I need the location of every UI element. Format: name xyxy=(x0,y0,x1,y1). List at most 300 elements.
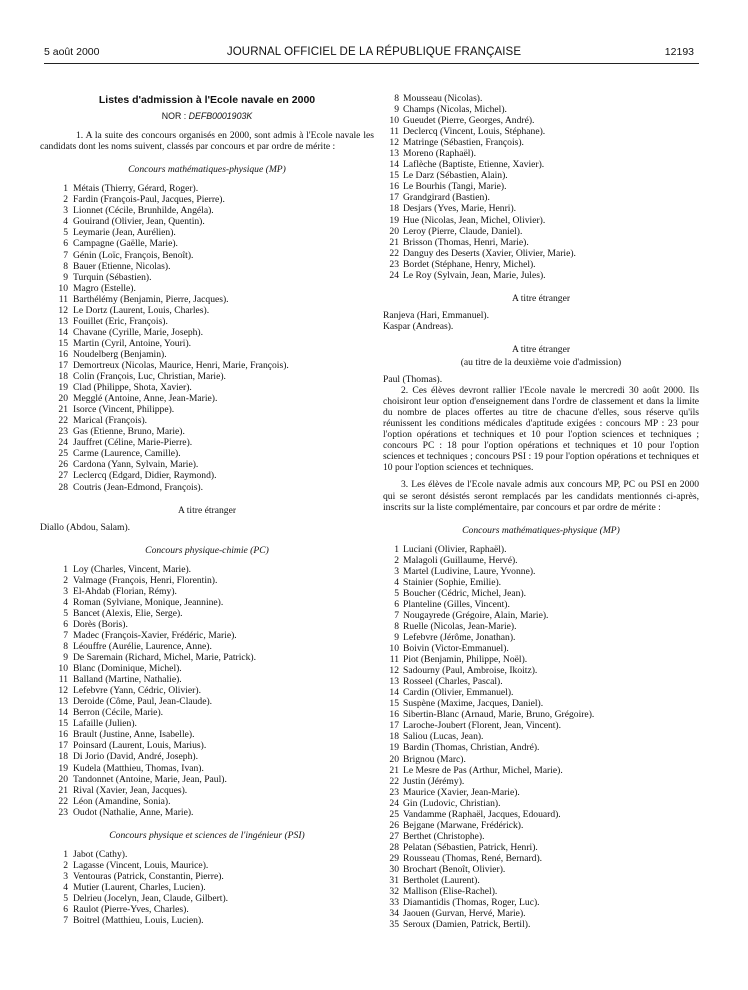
candidate-name: Desjars (Yves, Marie, Henri). xyxy=(403,203,517,215)
candidate-name: Poinsard (Laurent, Louis, Marius). xyxy=(73,740,207,752)
rank-number: 3 xyxy=(63,205,68,217)
rank-number: 11 xyxy=(58,293,68,305)
rank-number: 32 xyxy=(389,886,399,898)
list-item xyxy=(63,848,374,860)
candidate-name: Champs (Nicolas, Michel). xyxy=(403,104,507,116)
candidate-name: Blanc (Dominique, Michel). xyxy=(73,663,182,675)
rank-number: 3 xyxy=(63,585,68,597)
list-item xyxy=(383,787,699,798)
rank-number: 9 xyxy=(394,104,399,116)
rank-number: 21 xyxy=(389,236,399,248)
list-item xyxy=(58,685,374,697)
rank-number: 4 xyxy=(63,881,68,893)
candidate-name: Brochart (Benoît, Olivier). xyxy=(403,864,506,875)
list-item xyxy=(58,282,374,294)
rank-number: 3 xyxy=(394,565,399,577)
candidate-name: Martel (Ludivine, Laure, Yvonne). xyxy=(403,565,536,577)
list-item xyxy=(383,226,699,237)
list-item xyxy=(383,203,699,214)
candidate-name: Hue (Nicolas, Jean, Michel, Olivier). xyxy=(403,214,546,226)
list-item xyxy=(63,859,374,871)
rank-number: 11 xyxy=(389,126,399,138)
list-item xyxy=(63,596,374,608)
rank-number: 10 xyxy=(389,115,399,127)
rank-number: 12 xyxy=(58,304,68,316)
list-item xyxy=(58,326,374,338)
list-item xyxy=(63,227,374,239)
second-foreign-subtitle: (au titre de la deuxième voie d'admission) xyxy=(460,356,622,368)
foreign-candidate: Ranjeva (Hari, Emmanuel). xyxy=(383,309,490,321)
second-foreign-title: A titre étranger xyxy=(511,343,571,355)
rank-number: 1 xyxy=(63,183,68,195)
candidate-name: Bejgane (Marwane, Frédérick). xyxy=(403,819,524,831)
psi-foreign-title: A titre étranger xyxy=(511,292,571,304)
rank-number: 26 xyxy=(58,459,68,471)
list-item xyxy=(63,915,374,927)
list-item xyxy=(383,215,699,226)
list-item xyxy=(383,676,699,687)
rank-number: 5 xyxy=(394,587,399,599)
rank-number: 20 xyxy=(389,225,399,237)
rank-number: 34 xyxy=(389,908,399,920)
candidate-name: Sibertin-Blanc (Arnaud, Marie, Bruno, Grégoire). xyxy=(403,709,595,721)
list-item xyxy=(63,194,374,206)
rank-number: 21 xyxy=(58,404,68,416)
candidate-name: Laroche-Joubert (Florent, Jean, Vincent). xyxy=(403,720,562,732)
list-item xyxy=(63,652,374,664)
list-item xyxy=(383,544,699,555)
list-item xyxy=(58,718,374,730)
list-item xyxy=(63,629,374,641)
candidate-name: Lagasse (Vincent, Louis, Maurice). xyxy=(73,859,209,871)
candidate-name: Stainier (Sophie, Emilie). xyxy=(403,576,502,588)
rank-number: 22 xyxy=(58,795,68,807)
candidate-name: Barthélémy (Benjamin, Pierre, Jacques). xyxy=(73,293,229,305)
rank-number: 35 xyxy=(389,919,399,931)
list-item xyxy=(383,709,699,720)
candidate-name: Valmage (François, Henri, Florentin). xyxy=(73,574,218,586)
list-item xyxy=(383,654,699,665)
rank-number: 9 xyxy=(63,271,68,283)
rank-number: 5 xyxy=(63,607,68,619)
rank-number: 13 xyxy=(58,315,68,327)
candidate-name: Mutier (Laurent, Charles, Lucien). xyxy=(73,881,206,893)
rank-number: 27 xyxy=(389,830,399,842)
list-item xyxy=(58,304,374,316)
nor-code: DEFB0001903K xyxy=(188,111,253,122)
rank-number: 16 xyxy=(389,181,399,193)
journal-title: JOURNAL OFFICIEL DE LA RÉPUBLIQUE FRANÇAISE xyxy=(226,46,522,58)
candidate-name: Ruelle (Nicolas, Jean-Marie). xyxy=(403,620,517,632)
list-item xyxy=(63,870,374,882)
candidate-name: Suspène (Maxime, Jacques, Daniel). xyxy=(403,698,544,710)
candidate-name: Vandamme (Raphaël, Jacques, Edouard). xyxy=(403,808,561,820)
candidate-name: Bancet (Alexis, Elie, Serge). xyxy=(73,607,183,619)
foreign-candidate: Kaspar (Andreas). xyxy=(383,320,454,332)
list-item xyxy=(63,216,374,228)
candidate-name: Boucher (Cédric, Michel, Jean). xyxy=(403,587,527,599)
list-item xyxy=(383,754,699,765)
rank-number: 6 xyxy=(63,238,68,250)
candidate-name: Roman (Sylviane, Monique, Jeannine). xyxy=(73,596,224,608)
mp-foreign-list xyxy=(40,521,374,533)
rank-number: 1 xyxy=(394,543,399,555)
rank-number: 23 xyxy=(58,806,68,818)
list-item xyxy=(383,115,699,126)
rank-number: 12 xyxy=(389,665,399,677)
list-item xyxy=(383,555,699,566)
candidate-name: Le Roy (Sylvain, Jean, Marie, Jules). xyxy=(403,269,546,281)
candidate-name: Kudela (Matthieu, Thomas, Ivan). xyxy=(73,762,204,774)
rank-number: 16 xyxy=(58,348,68,360)
list-item xyxy=(58,404,374,416)
list-item xyxy=(58,762,374,774)
pc-section-title: Concours physique-chimie (PC) xyxy=(145,544,269,556)
candidate-name: Chavane (Cyrille, Marie, Joseph). xyxy=(73,326,204,338)
candidate-name: Berthet (Christophe). xyxy=(403,830,485,842)
header-rule xyxy=(44,63,699,64)
rank-number: 20 xyxy=(389,753,399,765)
candidate-name: Leroy (Pierre, Claude, Daniel). xyxy=(403,225,523,237)
list-item xyxy=(63,563,374,575)
candidate-name: Ventouras (Patrick, Constantin, Pierre). xyxy=(73,870,224,882)
candidate-name: Dorès (Boris). xyxy=(73,618,128,630)
rank-number: 17 xyxy=(58,359,68,371)
rank-number: 7 xyxy=(63,629,68,641)
list-item xyxy=(58,371,374,383)
rank-number: 8 xyxy=(63,260,68,272)
mp-complementary-title: Concours mathématiques-physique (MP) xyxy=(462,524,620,536)
candidate-name: Di Jorio (David, André, Joseph). xyxy=(73,751,198,763)
list-item xyxy=(58,459,374,471)
candidate-name: Lefebvre (Jérôme, Jonathan). xyxy=(403,632,516,644)
candidate-name: Rosseel (Charles, Pascal). xyxy=(403,676,503,688)
list-item xyxy=(383,566,699,577)
candidate-name: Nougayrede (Grégoire, Alain, Marie). xyxy=(403,609,549,621)
mp-foreign-title: A titre étranger xyxy=(177,504,237,516)
rank-number: 27 xyxy=(58,470,68,482)
rank-number: 24 xyxy=(389,269,399,281)
header-date: 5 août 2000 xyxy=(44,46,100,58)
nor-reference xyxy=(40,111,374,122)
rank-number: 1 xyxy=(63,563,68,575)
rank-number: 11 xyxy=(58,674,68,686)
candidate-name: Demortreux (Nicolas, Maurice, Henri, Marie, François). xyxy=(73,359,289,371)
list-item xyxy=(383,908,699,919)
candidate-name: El-Ahdab (Florian, Rémy). xyxy=(73,585,177,597)
rank-number: 10 xyxy=(58,282,68,294)
list-item xyxy=(383,897,699,908)
list-item xyxy=(383,731,699,742)
list-item xyxy=(383,159,699,170)
list-item xyxy=(383,93,699,104)
list-item xyxy=(58,426,374,438)
candidate-name: Saliou (Lucas, Jean). xyxy=(403,731,484,743)
rank-number: 25 xyxy=(389,808,399,820)
list-item xyxy=(383,104,699,115)
list-item xyxy=(58,415,374,427)
list-item xyxy=(63,183,374,195)
candidate-name: Bauer (Etienne, Nicolas). xyxy=(73,260,171,272)
candidate-name: Balland (Martine, Nathalie). xyxy=(73,674,182,686)
candidate-name: Cardona (Yann, Sylvain, Marie). xyxy=(73,459,199,471)
list-item xyxy=(58,481,374,493)
candidate-name: Berron (Cécile, Marie). xyxy=(73,707,164,719)
candidate-name: Cardin (Olivier, Emmanuel). xyxy=(403,687,514,699)
list-item xyxy=(383,610,699,621)
rank-number: 8 xyxy=(394,93,399,104)
psi-list-left xyxy=(63,848,374,927)
rank-number: 12 xyxy=(58,685,68,697)
rank-number: 12 xyxy=(389,137,399,149)
mp-complementary-list xyxy=(383,544,699,931)
rank-number: 14 xyxy=(58,326,68,338)
candidate-name: Lafaille (Julien). xyxy=(73,718,137,730)
candidate-name: Pelatan (Sébastien, Patrick, Henri). xyxy=(403,841,538,853)
rank-number: 15 xyxy=(58,718,68,730)
list-item xyxy=(58,795,374,807)
list-item xyxy=(383,599,699,610)
candidate-name: Brault (Justine, Anne, Isabelle). xyxy=(73,729,195,741)
list-item xyxy=(383,742,699,753)
list-item xyxy=(58,382,374,394)
candidate-name: Rival (Xavier, Jean, Jacques). xyxy=(73,784,188,796)
psi-list-right xyxy=(383,93,699,281)
list-item xyxy=(63,205,374,217)
candidate-name: Le Dortz (Laurent, Louis, Charles). xyxy=(73,304,210,316)
list-item xyxy=(58,784,374,796)
candidate-name: Leclercq (Edgard, Didier, Raymond). xyxy=(73,470,217,482)
rank-number: 22 xyxy=(389,775,399,787)
candidate-name: Brignou (Marc). xyxy=(403,753,466,765)
candidate-name: Gas (Etienne, Bruno, Marie). xyxy=(73,426,185,438)
left-column xyxy=(40,93,374,927)
candidate-name: Laflèche (Baptiste, Etienne, Xavier). xyxy=(403,159,545,171)
candidate-name: Isorce (Vincent, Philippe). xyxy=(73,404,175,416)
candidate-name: Léon (Amandine, Sonia). xyxy=(73,795,171,807)
rank-number: 25 xyxy=(58,448,68,460)
rank-number: 7 xyxy=(394,609,399,621)
candidate-name: Danguy des Deserts (Xavier, Olivier, Marie). xyxy=(403,247,576,259)
list-item xyxy=(63,607,374,619)
document-title: Listes d'admission à l'Ecole navale en 2000 xyxy=(98,94,316,106)
list-item xyxy=(58,729,374,741)
candidate-name: Le Darz (Sébastien, Alain). xyxy=(403,170,508,182)
candidate-name: Brisson (Thomas, Henri, Marie). xyxy=(403,236,529,248)
rank-number: 8 xyxy=(63,641,68,653)
list-item xyxy=(63,585,374,597)
rank-number: 19 xyxy=(58,762,68,774)
rank-number: 19 xyxy=(389,214,399,226)
candidate-name: Oudot (Nathalie, Anne, Marie). xyxy=(73,806,194,818)
rank-number: 33 xyxy=(389,897,399,909)
rank-number: 6 xyxy=(394,598,399,610)
rank-number: 14 xyxy=(58,707,68,719)
list-item xyxy=(58,806,374,818)
list-item xyxy=(383,698,699,709)
psi-section-title: Concours physique et sciences de l'ingénieur (PSI) xyxy=(109,829,305,841)
list-item xyxy=(58,707,374,719)
list-item xyxy=(383,632,699,643)
candidate-name: Piot (Benjamin, Philippe, Noël). xyxy=(403,654,528,666)
rank-number: 21 xyxy=(58,784,68,796)
foreign-candidate: Diallo (Abdou, Salam). xyxy=(40,521,131,533)
candidate-name: Tandonnet (Antoine, Marie, Jean, Paul). xyxy=(73,773,227,785)
candidate-name: Gin (Ludovic, Christian). xyxy=(403,797,501,809)
list-item xyxy=(383,259,699,270)
rank-number: 4 xyxy=(394,576,399,588)
rank-number: 21 xyxy=(389,764,399,776)
rank-number: 1 xyxy=(63,848,68,860)
candidate-name: Seroux (Damien, Patrick, Bertil). xyxy=(403,919,531,931)
list-item xyxy=(58,293,374,305)
candidate-name: Mallison (Elise-Rachel). xyxy=(403,886,498,898)
rank-number: 15 xyxy=(389,170,399,182)
candidate-name: Noudelberg (Benjamin). xyxy=(73,348,167,360)
list-item xyxy=(58,437,374,449)
candidate-name: De Saremain (Richard, Michel, Marie, Patrick). xyxy=(73,652,257,664)
list-item xyxy=(58,359,374,371)
rank-number: 5 xyxy=(63,893,68,904)
candidate-name: Campagne (Gaëlle, Marie). xyxy=(73,238,178,250)
rank-number: 18 xyxy=(58,751,68,763)
intro-paragraph: 1. A la suite des concours organisés en 2000, sont admis à l'Ecole navale les candidats dont les noms suivent, classés par concours et par ordre de mérite : xyxy=(40,130,374,153)
candidate-name: Sadourny (Paul, Ambroise, Ikoitz). xyxy=(403,665,538,677)
rank-number: 18 xyxy=(389,731,399,743)
list-item xyxy=(383,148,699,159)
psi-foreign-list xyxy=(383,310,699,332)
mp-section-title: Concours mathématiques-physique (MP) xyxy=(128,164,286,176)
list-item xyxy=(383,192,699,203)
paragraph-2: 2. Ces élèves devront rallier l'Ecole navale le mercredi 30 août 2000. Ils choisiront leur option d'enseignement dans l'ordre de classement et dans la limite du nombre de places offertes au titre de chacune d'elles, sous réserve qu'ils réunissent les conditions médicales d'aptitude exigées : concours MP : 23 pour l'option opérations et techniques et 10 pour l'option sciences et techniques ; concours PC : 18 pour l'option opérations et techniques et 10 pour l'option sciences et techniques ; concours PSI : 19 pour l'option opérations et techniques et 10 pour l'option sciences et techniques. xyxy=(383,385,699,474)
list-item xyxy=(383,831,699,842)
mp-list xyxy=(58,183,374,493)
rank-number: 13 xyxy=(389,148,399,160)
candidate-name: Magro (Estelle). xyxy=(73,282,136,294)
rank-number: 23 xyxy=(389,786,399,798)
rank-number: 16 xyxy=(389,709,399,721)
candidate-name: Gouirand (Olivier, Jean, Quentin). xyxy=(73,216,205,228)
candidate-name: Planteline (Gilles, Vincent). xyxy=(403,598,510,610)
list-item xyxy=(63,249,374,261)
candidate-name: Luciani (Olivier, Raphaël). xyxy=(403,543,507,555)
list-item xyxy=(63,271,374,283)
rank-number: 13 xyxy=(58,696,68,708)
list-item xyxy=(383,248,699,259)
list-item xyxy=(383,875,699,886)
rank-number: 23 xyxy=(58,426,68,438)
rank-number: 28 xyxy=(389,841,399,853)
candidate-name: Gueudet (Pierre, Georges, André). xyxy=(403,115,535,127)
right-column xyxy=(383,93,699,930)
list-item xyxy=(383,170,699,181)
nor-label: NOR : xyxy=(161,111,187,122)
foreign-candidate: Paul (Thomas). xyxy=(383,374,443,386)
candidate-name: Bertholet (Laurent). xyxy=(403,875,480,887)
candidate-name: Delrieu (Jocelyn, Jean, Claude, Gilbert). xyxy=(73,893,229,904)
list-item xyxy=(58,773,374,785)
list-item xyxy=(383,665,699,676)
list-item xyxy=(383,621,699,632)
rank-number: 7 xyxy=(63,915,68,927)
list-item xyxy=(383,776,699,787)
list-item xyxy=(58,740,374,752)
candidate-name: Turquin (Sébastien). xyxy=(73,271,152,283)
rank-number: 6 xyxy=(63,618,68,630)
list-item xyxy=(383,820,699,831)
list-item xyxy=(383,270,699,281)
list-item xyxy=(63,260,374,272)
list-item xyxy=(58,315,374,327)
rank-number: 22 xyxy=(389,247,399,259)
candidate-name: Génin (Loïc, François, Benoît). xyxy=(73,249,194,261)
list-item xyxy=(383,588,699,599)
candidate-name: Fardin (François-Paul, Jacques, Pierre). xyxy=(73,194,225,206)
list-item xyxy=(383,919,699,930)
rank-number: 15 xyxy=(58,337,68,349)
candidate-name: Grandgirard (Bastien). xyxy=(403,192,490,204)
list-item xyxy=(58,751,374,763)
rank-number: 18 xyxy=(58,371,68,383)
candidate-name: Jauffret (Céline, Marie-Pierre). xyxy=(73,437,193,449)
rank-number: 10 xyxy=(58,663,68,675)
pc-list xyxy=(58,563,374,818)
rank-number: 3 xyxy=(63,870,68,882)
second-foreign-list xyxy=(383,374,699,385)
rank-number: 16 xyxy=(58,729,68,741)
rank-number: 18 xyxy=(389,203,399,215)
rank-number: 28 xyxy=(58,481,68,493)
rank-number: 2 xyxy=(394,554,399,566)
list-item xyxy=(383,720,699,731)
candidate-name: Loy (Charles, Vincent, Marie). xyxy=(73,563,192,575)
list-item xyxy=(58,393,374,405)
candidate-name: Boitrel (Matthieu, Louis, Lucien). xyxy=(73,915,204,927)
candidate-name: Madec (François-Xavier, Frédéric, Marie). xyxy=(73,629,237,641)
rank-number: 7 xyxy=(63,249,68,261)
list-item xyxy=(58,348,374,360)
candidate-name: Megglé (Antoine, Anne, Jean-Marie). xyxy=(73,393,218,405)
list-item xyxy=(63,238,374,250)
list-item xyxy=(383,864,699,875)
rank-number: 29 xyxy=(389,852,399,864)
rank-number: 11 xyxy=(389,654,399,666)
list-item xyxy=(383,181,699,192)
rank-number: 24 xyxy=(389,797,399,809)
list-item xyxy=(383,126,699,137)
rank-number: 2 xyxy=(63,859,68,871)
list-item xyxy=(58,663,374,675)
rank-number: 31 xyxy=(389,875,399,887)
candidate-name: Carme (Laurence, Camille). xyxy=(73,448,181,460)
candidate-name: Moreno (Raphaël). xyxy=(403,148,476,160)
rank-number: 4 xyxy=(63,596,68,608)
candidate-name: Le Bourhis (Tangi, Marie). xyxy=(403,181,507,193)
list-item xyxy=(383,842,699,853)
list-item xyxy=(383,853,699,864)
rank-number: 2 xyxy=(63,574,68,586)
candidate-name: Mousseau (Nicolas). xyxy=(403,93,483,104)
candidate-name: Bardin (Thomas, Christian, André). xyxy=(403,742,540,754)
candidate-name: Clad (Philippe, Shota, Xavier). xyxy=(73,382,192,394)
rank-number: 17 xyxy=(389,720,399,732)
list-item xyxy=(63,881,374,893)
rank-number: 20 xyxy=(58,773,68,785)
list-item xyxy=(58,674,374,686)
candidate-name: Justin (Jérémy). xyxy=(403,775,465,787)
list-item xyxy=(383,643,699,654)
rank-number: 14 xyxy=(389,159,399,171)
